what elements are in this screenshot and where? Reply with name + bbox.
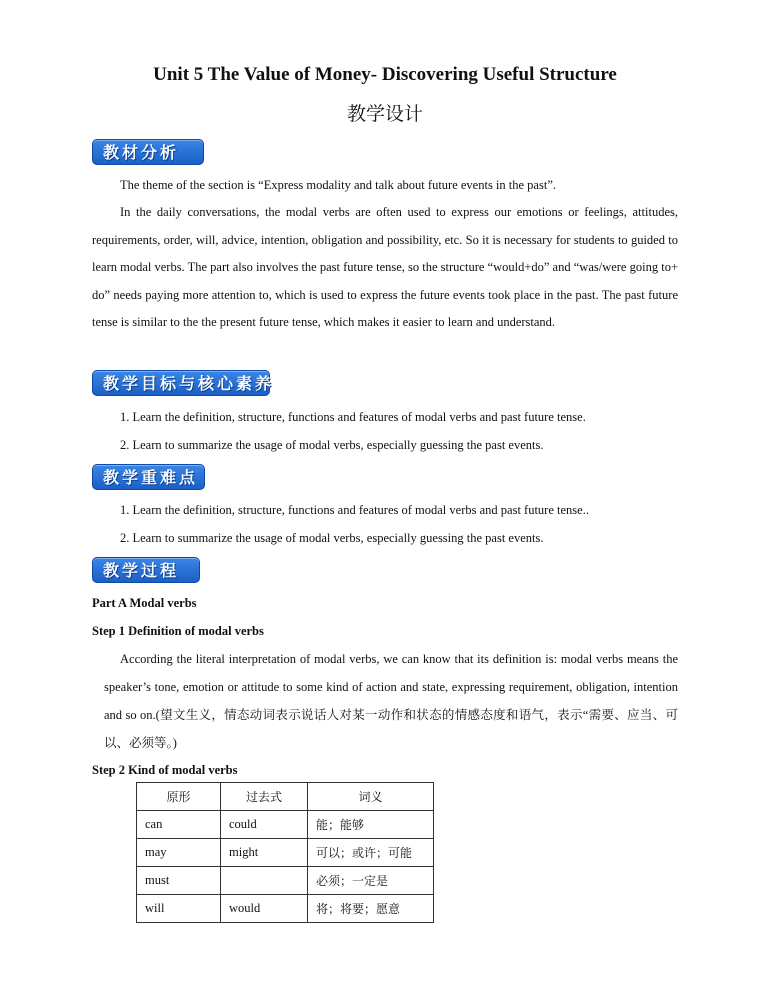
table-header-cell: 原形	[137, 783, 221, 811]
table-cell	[221, 867, 308, 895]
table-cell: would	[221, 895, 308, 923]
section-badge-goals: 教学目标与核心素养	[92, 370, 270, 396]
goal-item-2: 2. Learn to summarize the usage of modal verbs, especially guessing the past events.	[120, 438, 544, 452]
table-row	[137, 839, 434, 867]
analysis-paragraph-text: In the daily conversations, the modal verbs are often used to express our emotions or feelings, attitudes, requirements, order, will, advice, intention, obligation and possibility, etc. So it is necessary for students to guided to learn modal verbs. The part also involves the past future tense, so the structure “would+do” and “was/were going to+ do” needs paying more attention to, which is used to express the future events took place in the past. The past future tense is similar to the the present future tense, which makes it easier to learn and understand.	[92, 205, 678, 330]
step1-paragraph-text: According the literal interpretation of modal verbs, we can know that its definition is: modal verbs means the speaker’s tone, emotion or attitude to some kind of action and state, expressing requirement, obligation, intention and so on.(望文生义，情态动词表示说话人对某一动作和状态的情感态度和语气，表示“需要、应当、可以、必须等。)	[104, 652, 678, 750]
section-badge-key-points: 教学重难点	[92, 464, 205, 490]
table-cell: could	[221, 811, 308, 839]
analysis-paragraph	[92, 199, 678, 337]
table-cell: must	[137, 867, 221, 895]
table-cell: can	[137, 811, 221, 839]
table-cell: 必须；一定是	[308, 867, 434, 895]
step2-heading: Step 2 Kind of modal verbs	[92, 763, 238, 777]
table-header-row	[137, 783, 434, 811]
section-badge-process: 教学过程	[92, 557, 200, 583]
step1-paragraph	[104, 645, 678, 757]
goal-item-1: 1. Learn the definition, structure, functions and features of modal verbs and past future tense.	[120, 410, 586, 424]
part-a-heading: Part A Modal verbs	[92, 596, 197, 610]
table-cell: 可以；或许；可能	[308, 839, 434, 867]
table-cell: may	[137, 839, 221, 867]
step1-heading: Step 1 Definition of modal verbs	[92, 624, 264, 638]
document-subtitle: 教学设计	[346, 103, 423, 125]
modal-verbs-table	[136, 782, 434, 923]
table-row	[137, 867, 434, 895]
table-row	[137, 895, 434, 923]
document-title: Unit 5 The Value of Money- Discovering Useful Structure	[153, 64, 617, 85]
table-cell: 将；将要；愿意	[308, 895, 434, 923]
key-point-item-2: 2. Learn to summarize the usage of modal verbs, especially guessing the past events.	[120, 531, 544, 545]
section-badge-analysis: 教材分析	[92, 139, 204, 165]
analysis-theme: The theme of the section is “Express modality and talk about future events in the past”.	[120, 178, 556, 192]
table-cell: 能；能够	[308, 811, 434, 839]
table-cell: will	[137, 895, 221, 923]
table-header-cell: 词义	[308, 783, 434, 811]
key-point-item-1: 1. Learn the definition, structure, functions and features of modal verbs and past future tense..	[120, 503, 589, 517]
table-cell: might	[221, 839, 308, 867]
table-row	[137, 811, 434, 839]
table-header-cell: 过去式	[221, 783, 308, 811]
